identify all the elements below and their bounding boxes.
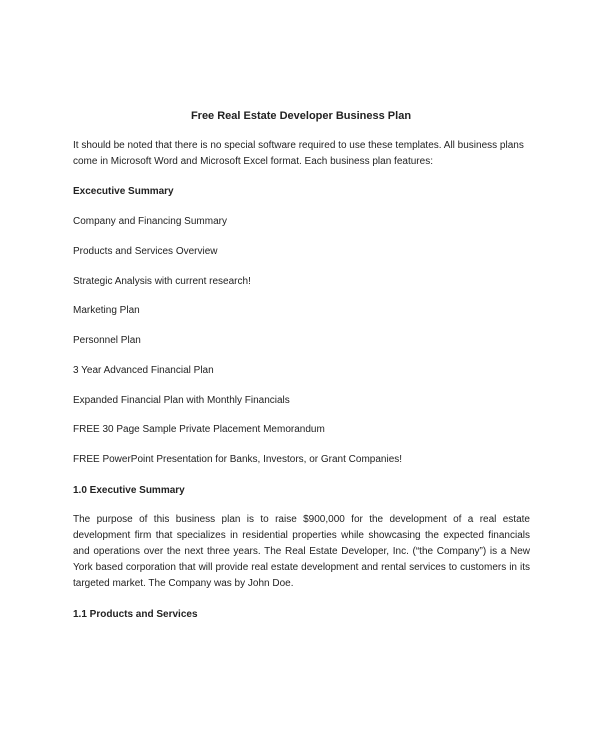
feature-item: Expanded Financial Plan with Monthly Financials — [73, 395, 290, 406]
section-heading-executive-summary: 1.0 Executive Summary — [73, 485, 185, 496]
section-heading-products-services: 1.1 Products and Services — [73, 609, 198, 620]
feature-item: Company and Financing Summary — [73, 216, 227, 227]
feature-item: 3 Year Advanced Financial Plan — [73, 365, 214, 376]
feature-item: Products and Services Overview — [73, 246, 218, 257]
intro-paragraph: It should be noted that there is no special software required to use these templates. All business plans come in Microsoft Word and Microsoft Excel format. Each business plan features: — [73, 140, 524, 167]
executive-summary-paragraph: The purpose of this business plan is to raise $900,000 for the development of a real estate development firm that specializes in residential properties while showcasing the expected financials and operations over the next three years. The Real Estate Developer, Inc. (“the Company”) is a New York based corporation that will provide real estate development and rental services to customers in its targeted market. The Company was by John Doe. — [73, 514, 530, 589]
feature-item: FREE PowerPoint Presentation for Banks, Investors, or Grant Companies! — [73, 454, 403, 465]
feature-item: Strategic Analysis with current research! — [73, 276, 251, 287]
feature-item: Marketing Plan — [73, 305, 140, 316]
document-title: Free Real Estate Developer Business Plan — [190, 110, 412, 122]
feature-item: Personnel Plan — [73, 335, 141, 346]
features-heading: Excecutive Summary — [73, 186, 174, 197]
feature-item: FREE 30 Page Sample Private Placement Memorandum — [73, 424, 325, 435]
